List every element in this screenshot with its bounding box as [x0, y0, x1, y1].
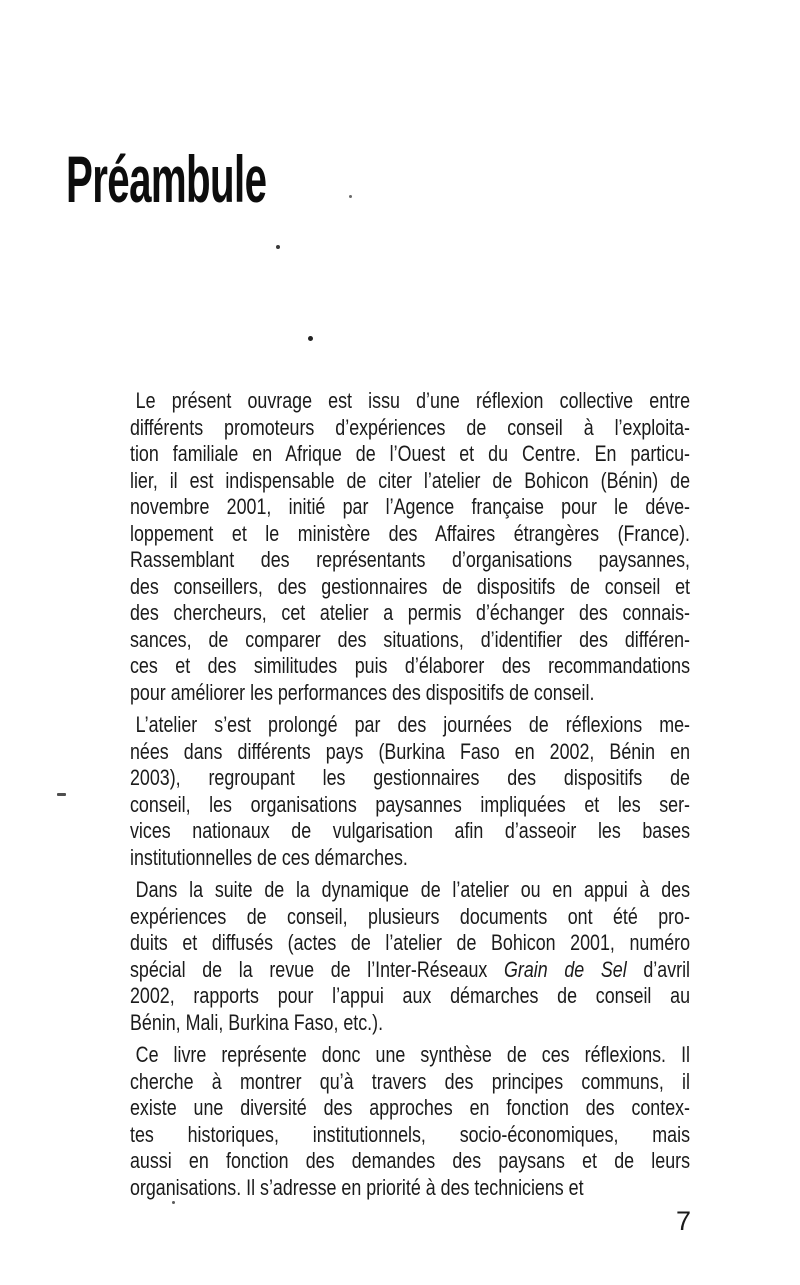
- text-line: Dans la suite de la dynamique de l’atelier ou en appui à des: [135, 877, 691, 902]
- text-line: des chercheurs, cet atelier a permis d’échanger des connais-: [130, 600, 691, 625]
- text-line: tes historiques, institutionnels, socio-économiques, mais: [130, 1121, 691, 1147]
- scan-speck: [276, 245, 280, 249]
- chapter-title: Préambule: [66, 142, 267, 216]
- text-line: aussi en fonction des demandes des paysans et de leurs: [130, 1148, 691, 1173]
- scan-speck: [172, 1201, 175, 1204]
- text-line: institutionnelles de ces démarches.: [130, 844, 408, 870]
- text-line: Rassemblant des représentants d’organisations paysannes,: [130, 547, 691, 572]
- text-line: L’atelier s’est prolongé par des journées de réflexions me-: [135, 712, 691, 737]
- text-line: 2003), regroupant les gestionnaires des dispositifs de: [130, 765, 691, 790]
- paragraph: [130, 712, 690, 871]
- text-line: spécial de la revue de l’Inter-Réseaux Grain de Sel d’avril: [130, 956, 691, 982]
- text-line: différents promoteurs d’expériences de conseil à l’exploita-: [130, 414, 691, 440]
- paragraph: [130, 877, 690, 1036]
- paragraph: [130, 388, 690, 706]
- text-line: cherche à montrer qu’à travers des principes communs, il: [130, 1068, 691, 1094]
- page-number: 7: [676, 1206, 692, 1236]
- paragraph: [130, 1042, 690, 1201]
- scan-speck: [57, 793, 66, 796]
- body-text-block: [130, 388, 690, 1201]
- text-line: nées dans différents pays (Burkina Faso en 2002, Bénin en: [130, 738, 691, 764]
- text-line: novembre 2001, initié par l’Agence française pour le déve-: [130, 494, 691, 519]
- text-line: lier, il est indispensable de citer l’atelier de Bohicon (Bénin) de: [130, 467, 691, 493]
- text-line: ces et des similitudes puis d’élaborer des recommandations: [130, 653, 691, 678]
- text-line: Le présent ouvrage est issu d’une réflexion collective entre: [135, 388, 691, 413]
- text-line: expériences de conseil, plusieurs documents ont été pro-: [130, 903, 691, 929]
- text-line: 2002, rapports pour l’appui aux démarches de conseil au: [130, 983, 691, 1008]
- text-line: existe une diversité des approches en fonction des contex-: [130, 1095, 691, 1120]
- text-line: loppement et le ministère des Affaires étrangères (France).: [130, 520, 691, 546]
- scan-speck: [308, 336, 313, 341]
- text-line: Bénin, Mali, Burkina Faso, etc.).: [130, 1009, 384, 1035]
- text-line: conseil, les organisations paysannes impliquées et les ser-: [130, 791, 691, 817]
- text-line: pour améliorer les performances des dispositifs de conseil.: [130, 679, 595, 705]
- text-line: sances, de comparer des situations, d’identifier des différen-: [130, 626, 691, 652]
- text-line: organisations. Il s’adresse en priorité à des techniciens et: [130, 1174, 584, 1200]
- text-line: duits et diffusés (actes de l’atelier de Bohicon 2001, numéro: [130, 930, 691, 955]
- text-line: Ce livre représente donc une synthèse de ces réflexions. Il: [135, 1042, 691, 1067]
- text-line: des conseillers, des gestionnaires de dispositifs de conseil et: [130, 573, 691, 599]
- text-line: tion familiale en Afrique de l’Ouest et du Centre. En particu-: [130, 441, 691, 466]
- scan-speck: [349, 195, 352, 198]
- text-line: vices nationaux de vulgarisation afin d’asseoir les bases: [130, 818, 691, 843]
